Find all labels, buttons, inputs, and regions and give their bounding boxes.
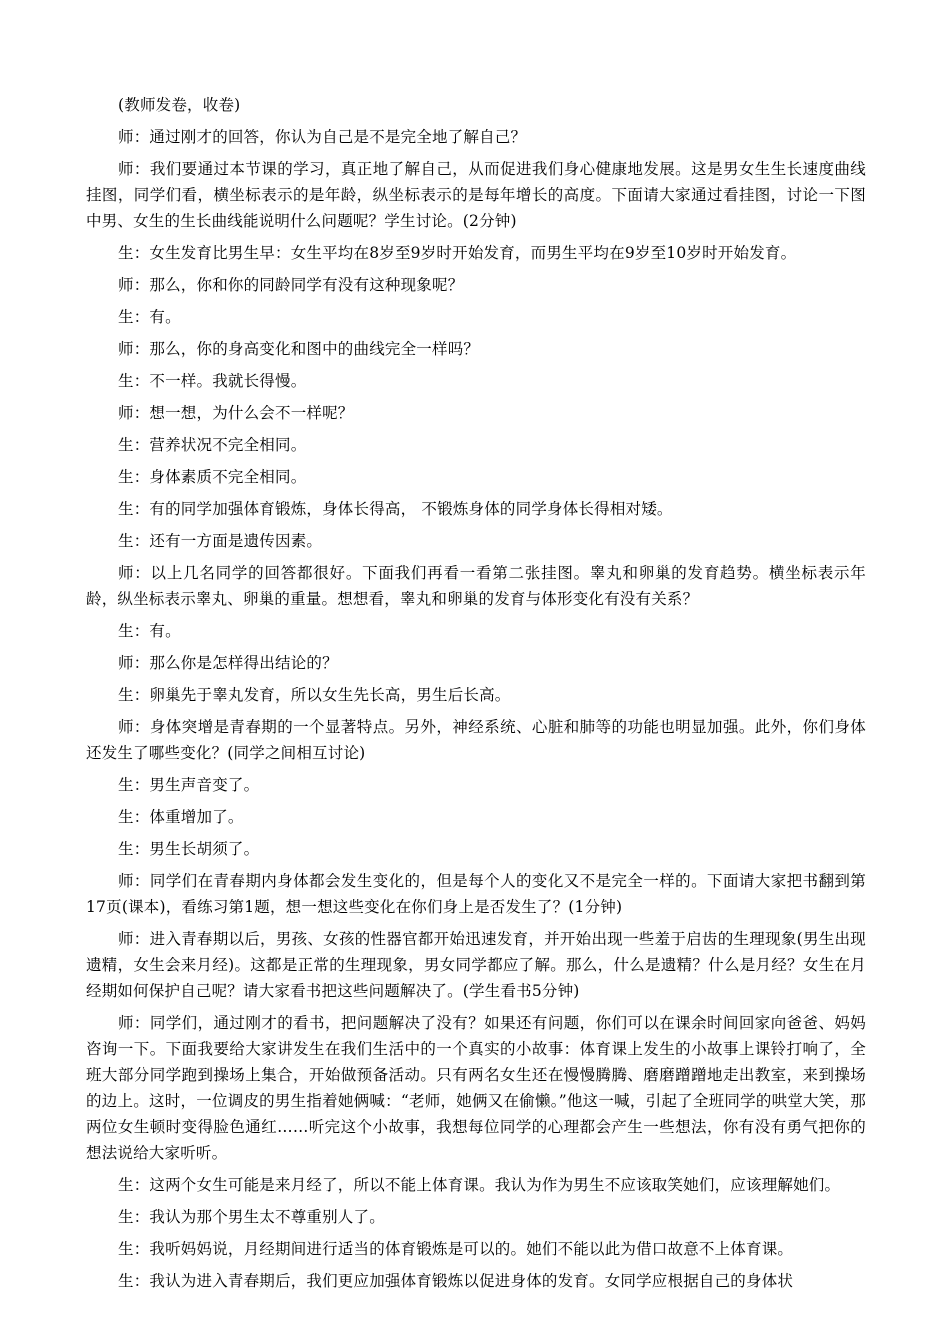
paragraph: 师：通过刚才的回答，你认为自己是不是完全地了解自己？ (118, 128, 527, 146)
paragraph: 生：这两个女生可能是来月经了，所以不能上体育课。我认为作为男生不应该取笑她们，应该理解她们。 (118, 1176, 841, 1194)
paragraph: 生：还有一方面是遗传因素。 (118, 532, 323, 550)
paragraph: 生：有。 (118, 308, 181, 326)
paragraph: 生：体重增加了。 (118, 808, 244, 826)
paragraph: 师：我们要通过本节课的学习，真正地了解自己，从而促进我们身心健康地发展。这是男女生生长速度曲线挂图，同学们看，横坐标表示的是年龄，纵坐标表示的是每年增长的高度。下面请大家通过看挂图，讨论一下图中男、女生的生长曲线能说明什么问题呢？学生讨论。(2分钟) (86, 160, 866, 230)
paragraph: 师：那么，你的身高变化和图中的曲线完全一样吗？ (118, 340, 480, 358)
paragraph: 生：女生发育比男生早：女生平均在8岁至9岁时开始发育，而男生平均在9岁至10岁时开始发育。 (118, 244, 797, 262)
paragraph: 师：同学们在青春期内身体都会发生变化的，但是每个人的变化又不是完全一样的。下面请大家把书翻到第17页(课本)，看练习第1题，想一想这些变化在你们身上是否发生了？(1分钟) (86, 872, 866, 916)
paragraph: 生：男生声音变了。 (118, 776, 260, 794)
paragraph: 生：我听妈妈说，月经期间进行适当的体育锻炼是可以的。她们不能以此为借口故意不上体育课。 (118, 1240, 794, 1258)
paragraph: 生：有。 (118, 622, 181, 640)
paragraph: 师：那么，你和你的同龄同学有没有这种现象呢？ (118, 276, 464, 294)
paragraph: 师：身体突增是青春期的一个显著特点。另外，神经系统、心脏和肺等的功能也明显加强。此外，你们身体还发生了哪些变化？(同学之间相互讨论) (86, 718, 866, 762)
paragraph: 师：进入青春期以后，男孩、女孩的性器官都开始迅速发育，并开始出现一些羞于启齿的生理现象(男生出现遗精，女生会来月经)。这都是正常的生理现象，男女同学都应了解。那么，什么是遗精？什么是月经？女生在月经期如何保护自己呢？请大家看书把这些问题解决了。(学生看书5分钟) (86, 930, 866, 1000)
paragraph: 生：我认为那个男生太不尊重别人了。 (118, 1208, 385, 1226)
paragraph: 师：以上几名同学的回答都很好。下面我们再看一看第二张挂图。睾丸和卵巢的发育趋势。横坐标表示年龄，纵坐标表示睾丸、卵巢的重量。想想看，睾丸和卵巢的发育与体形变化有没有关系？ (86, 564, 866, 608)
paragraph: 生：不一样。我就长得慢。 (118, 372, 307, 390)
paragraph: 生：男生长胡须了。 (118, 840, 260, 858)
paragraph: (教师发卷，收卷) (118, 96, 241, 114)
paragraph: 师：那么你是怎样得出结论的？ (118, 654, 338, 672)
paragraph: 生：营养状况不完全相同。 (118, 436, 307, 454)
paragraph: 生：我认为进入青春期后，我们更应加强体育锻炼以促进身体的发育。女同学应根据自己的身体状 (118, 1272, 794, 1290)
paragraph: 师：同学们，通过刚才的看书，把问题解决了没有？如果还有问题，你们可以在课余时间回家向爸爸、妈妈咨询一下。下面我要给大家讲发生在我们生活中的一个真实的小故事：体育课上发生的小故事上课铃打响了，全班大部分同学跑到操场上集合，开始做预备活动。只有两名女生还在慢慢腾腾、磨磨蹭蹭地走出教室，来到操场的边上。这时，一位调皮的男生指着她俩喊：“老师，她俩又在偷懒。”他这一喊，引起了全班同学的哄堂大笑，那两位女生顿时变得脸色通红……听完这个小故事，我想每位同学的心理都会产生一些想法，你有没有勇气把你的想法说给大家听听。 (86, 1014, 866, 1162)
paragraph: 生：身体素质不完全相同。 (118, 468, 307, 486)
paragraph: 生：卵巢先于睾丸发育，所以女生先长高，男生后长高。 (118, 686, 511, 704)
document-body (86, 92, 866, 1294)
paragraph: 师：想一想，为什么会不一样呢？ (118, 404, 354, 422)
paragraph: 生：有的同学加强体育锻炼，身体长得高， 不锻炼身体的同学身体长得相对矮。 (118, 500, 673, 518)
